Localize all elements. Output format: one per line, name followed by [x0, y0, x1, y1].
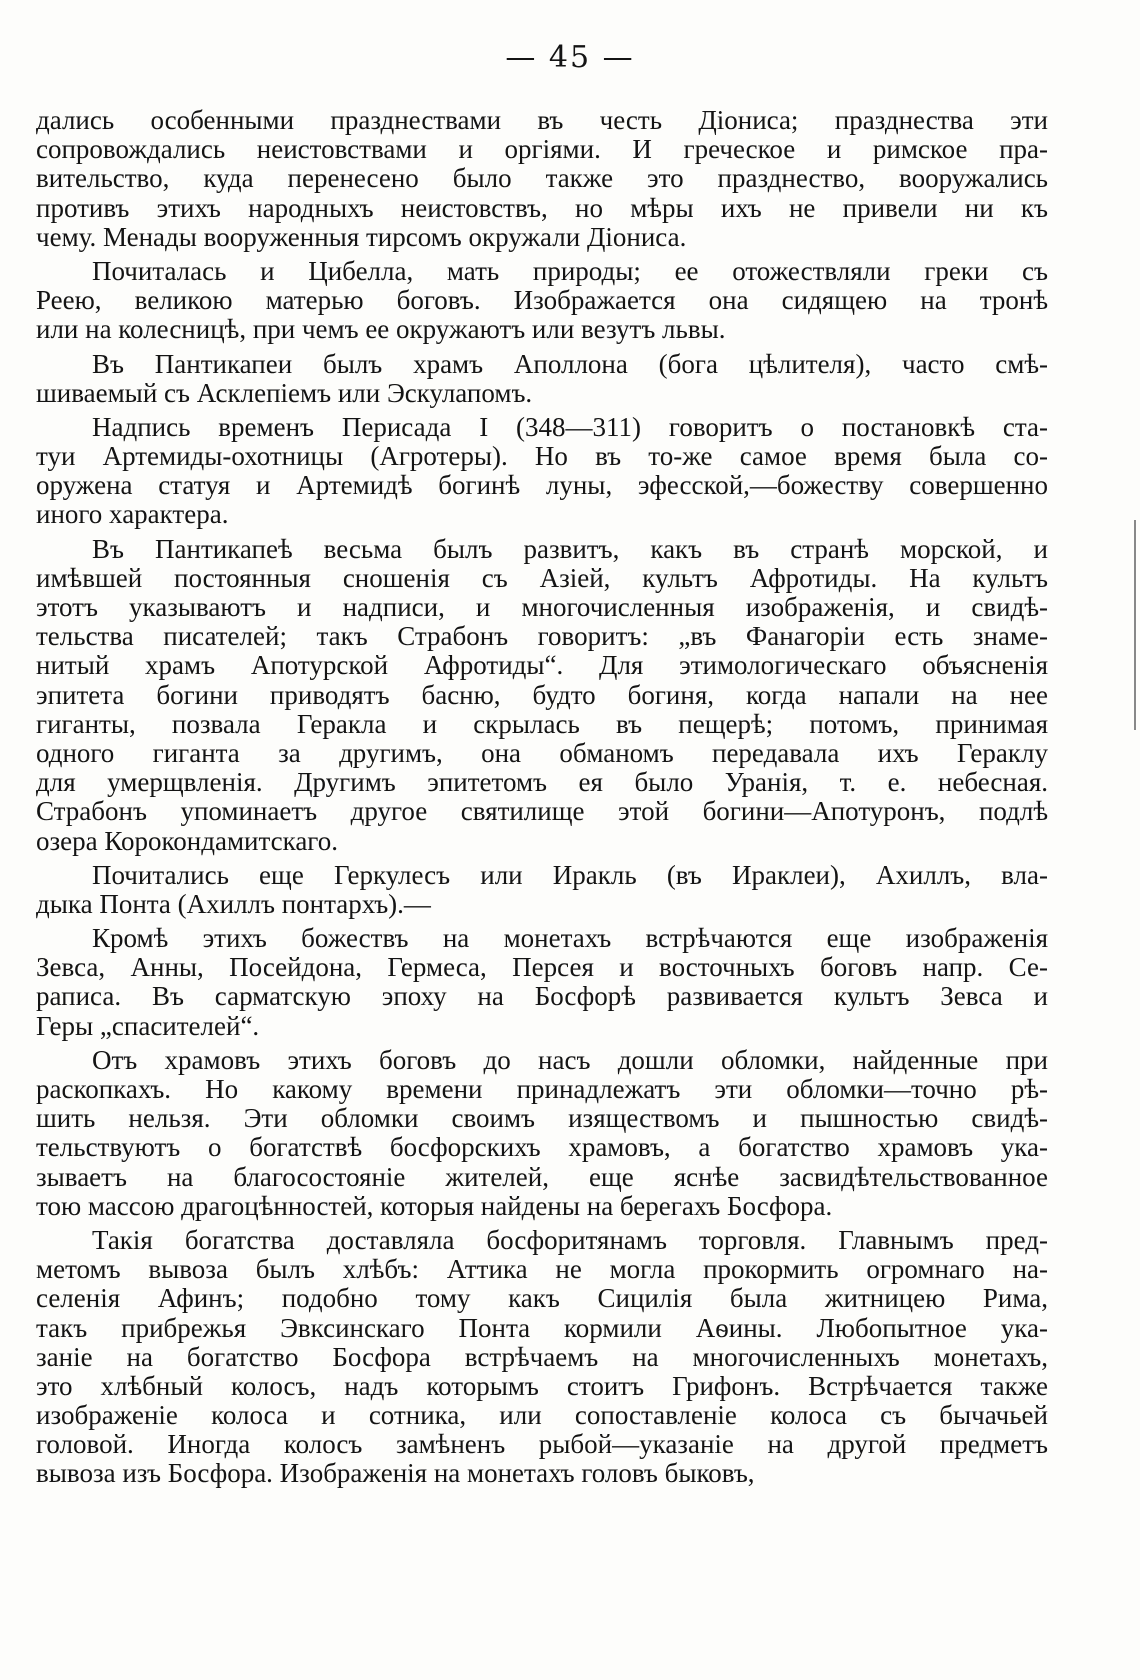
right-margin-mark: [1134, 520, 1136, 730]
text-line: это хлѣбный колосъ, надъ которымъ стоитъ Грифонъ. Встрѣчается также: [36, 1370, 1048, 1401]
text-line: эпитета богини приводятъ басню, будто богиня, когда напали на нее: [36, 679, 1048, 710]
text-line: раскопкахъ. Но какому времени принадлежатъ эти обломки—точно рѣ-: [36, 1074, 1048, 1104]
text-line: головой. Иногда колосъ замѣненъ рыбой—указаніе на другой предметъ: [36, 1429, 1048, 1460]
text-line: шить нельзя. Эти обломки своимъ изяществомъ и пышностью свидѣ-: [36, 1103, 1048, 1134]
text-line: Въ Пантикапеѣ весьма былъ развитъ, какъ въ странѣ морской, и: [92, 533, 1048, 564]
paragraph: [36, 861, 1048, 919]
text-line: сопровождались неистовствами и оргіями. И греческое и римское пра-: [36, 134, 1048, 165]
text-line: Въ Пантикапеи былъ храмъ Аполлона (бога цѣлителя), часто смѣ-: [92, 348, 1048, 379]
paragraph: [36, 924, 1048, 1041]
text-line: изображеніе колоса и сотника, или сопоставленіе колоса съ бычачьей: [36, 1400, 1048, 1431]
paragraph: [36, 350, 1048, 408]
text-line: имѣвшей постоянныя сношенія съ Азіей, культъ Афротиды. На культъ: [36, 562, 1048, 593]
text-line: вывоза изъ Босфора. Изображенія на монетахъ головъ быковъ,: [36, 1458, 755, 1489]
text-line: шиваемый съ Асклепіемъ или Эскулапомъ.: [36, 377, 533, 408]
text-line: такъ прибрежья Эвксинскаго Понта кормили Аѳины. Любопытное ука-: [36, 1312, 1048, 1343]
paragraph: [36, 257, 1048, 345]
text-line: нитый храмъ Апотурской Афротиды“. Для этимологическаго объясненія: [36, 650, 1048, 681]
text-line: или на колесницѣ, при чемъ ее окружаютъ или везутъ львы.: [36, 314, 726, 345]
text-line: Страбонъ упоминаетъ другое святилище этой богини—Апотуронъ, подлѣ: [36, 796, 1048, 827]
text-line: Почиталась и Цибелла, мать природы; ее отожествляли греки съ: [92, 255, 1048, 286]
paragraph: [36, 106, 1048, 252]
text-line: Почитались еще Геркулесъ или Иракль (въ Ираклеи), Ахиллъ, вла-: [92, 859, 1048, 890]
body-text: [36, 106, 1048, 1494]
text-line: гиганты, позвала Геракла и скрылась въ пещерѣ; потомъ, принимая: [36, 708, 1048, 739]
text-line: тельствуютъ о богатствѣ босфорскихъ храмовъ, а богатство храмовъ ука-: [36, 1132, 1048, 1163]
text-line: Кромѣ этихъ божествъ на монетахъ встрѣчаются еще изображенія: [92, 923, 1048, 954]
text-line: дались особенными празднествами въ честь Діониса; празднества эти: [36, 105, 1048, 135]
text-line: зываетъ на благосостояніе жителей, еще яснѣе засвидѣтельствованное: [36, 1161, 1048, 1192]
page-number: — 45 —: [505, 40, 635, 75]
text-line: Зевса, Анны, Посейдона, Гермеса, Персея и восточныхъ боговъ напр. Се-: [36, 952, 1048, 983]
paragraph: [36, 1226, 1048, 1489]
text-line: заніе на богатство Босфора встрѣчаемъ на многочисленныхъ монетахъ,: [36, 1341, 1048, 1372]
text-line: для умерщвленія. Другимъ эпитетомъ ея было Уранія, т. е. небесная.: [36, 767, 1048, 798]
text-line: чему. Менады вооруженныя тирсомъ окружали Діониса.: [36, 221, 687, 252]
text-line: этотъ указываютъ и надписи, и многочисленныя изображенія, и свидѣ-: [36, 592, 1048, 622]
paragraph: [36, 413, 1048, 530]
paragraph: [36, 535, 1048, 856]
text-line: оружена статуя и Артемидѣ богинѣ луны, эфесской,—божеству совершенно: [36, 470, 1048, 501]
text-line: Надпись временъ Перисада I (348—311) говоритъ о постановкѣ ста-: [92, 411, 1048, 442]
text-line: Отъ храмовъ этихъ боговъ до насъ дошли обломки, найденные при: [92, 1044, 1048, 1075]
text-line: Геры „спасителей“.: [36, 1010, 260, 1041]
text-line: Реею, великою матерью боговъ. Изображается она сидящею на тронѣ: [36, 285, 1048, 316]
paragraph: [36, 1046, 1048, 1221]
text-line: тою массою драгоцѣнностей, которыя найдены на берегахъ Босфора.: [36, 1190, 833, 1221]
text-line: противъ этихъ народныхъ неистовствъ, но мѣры ихъ не привели ни къ: [36, 192, 1048, 223]
text-line: озера Корокондамитскаго.: [36, 825, 338, 856]
text-line: тельства писателей; такъ Страбонъ говоритъ: „въ Фанагоріи есть знаме-: [36, 621, 1048, 652]
text-line: вительство, куда перенесено было также это празднество, вооружались: [36, 163, 1048, 194]
text-line: раписа. Въ сарматскую эпоху на Босфорѣ развивается культъ Зевса и: [36, 981, 1048, 1012]
text-line: метомъ вывоза былъ хлѣбъ: Аттика не могла прокормить огромнаго на-: [36, 1254, 1048, 1285]
text-line: селенія Афинъ; подобно тому какъ Сицилія была житницею Рима,: [36, 1283, 1048, 1314]
text-line: иного характера.: [36, 499, 229, 530]
text-line: одного гиганта за другимъ, она обманомъ передавала ихъ Гераклу: [36, 737, 1048, 768]
text-line: туи Артемиды-охотницы (Агротеры). Но въ то-же самое время была со-: [36, 441, 1048, 472]
text-line: дыка Понта (Ахиллъ понтархъ).—: [36, 888, 431, 919]
text-line: Такія богатства доставляла босфоритянамъ торговля. Главнымъ пред-: [92, 1224, 1048, 1255]
